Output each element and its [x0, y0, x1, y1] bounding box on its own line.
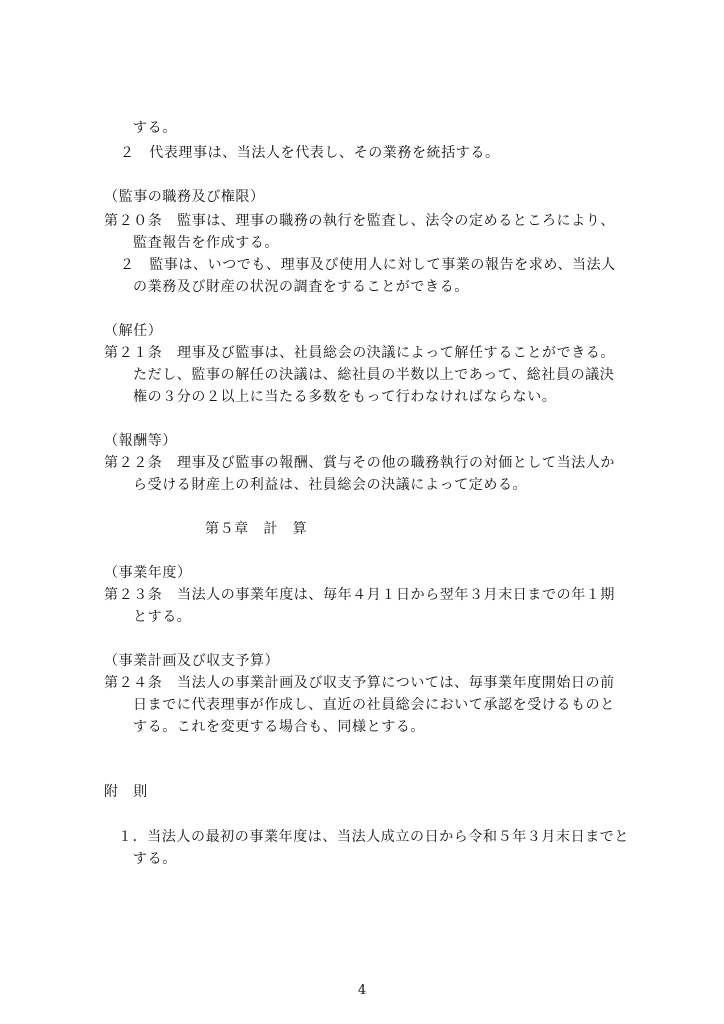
art24-line-2: 日までに代表理事が作成し、直近の社員総会において承認を受けるものと [133, 697, 615, 713]
art20-line-1: 第２０条 監事は、理事の職務の執行を監査し、法令の定めるところにより、 [104, 213, 615, 229]
art20-line-2: 監査報告を作成する。 [133, 235, 279, 251]
art20-heading: （監事の職務及び権限） [104, 189, 265, 205]
page-number: 4 [357, 983, 367, 998]
art22-line-2: ら受ける財産上の利益は、社員総会の決議によって定める。 [133, 477, 528, 493]
art23-heading: （事業年度） [104, 565, 192, 581]
art19-paragraph-2: ２ 代表理事は、当法人を代表し、その業務を統括する。 [120, 145, 500, 161]
supplementary-item-1-line-1: １．当法人の最初の事業年度は、当法人成立の日から令和５年３月末日までと [118, 829, 629, 845]
chapter-5-title: 第５章 計 算 [205, 521, 308, 537]
art21-heading: （解任） [104, 323, 163, 339]
art20-paragraph-2-line-2: の業務及び財産の状況の調査をすることができる。 [133, 279, 469, 295]
art22-heading: （報酬等） [104, 433, 177, 449]
supplementary-heading: 附 則 [104, 784, 148, 800]
art19-continuation: する。 [133, 120, 177, 136]
art22-line-1: 第２２条 理事及び監事の報酬、賞与その他の職務執行の対価として当法人か [104, 455, 615, 471]
art20-paragraph-2-line-1: ２ 監事は、いつでも、理事及び使用人に対して事業の報告を求め、当法人 [120, 257, 616, 273]
supplementary-item-1-line-2: する。 [133, 851, 177, 867]
art21-line-1: 第２１条 理事及び監事は、社員総会の決議によって解任することができる。 [104, 345, 615, 361]
art24-line-3: する。これを変更する場合も、同様とする。 [133, 719, 425, 735]
art23-line-2: とする。 [133, 609, 192, 625]
art21-line-3: 権の３分の２以上に当たる多数をもって行わなければならない。 [133, 389, 557, 405]
art24-line-1: 第２４条 当法人の事業計画及び収支予算については、毎事業年度開始日の前 [104, 675, 615, 691]
art23-line-1: 第２３条 当法人の事業年度は、毎年４月１日から翌年３月末日までの年１期 [104, 587, 615, 603]
art24-heading: （事業計画及び収支予算） [104, 653, 280, 669]
art21-line-2: ただし、監事の解任の決議は、総社員の半数以上であって、総社員の議決 [133, 367, 615, 383]
